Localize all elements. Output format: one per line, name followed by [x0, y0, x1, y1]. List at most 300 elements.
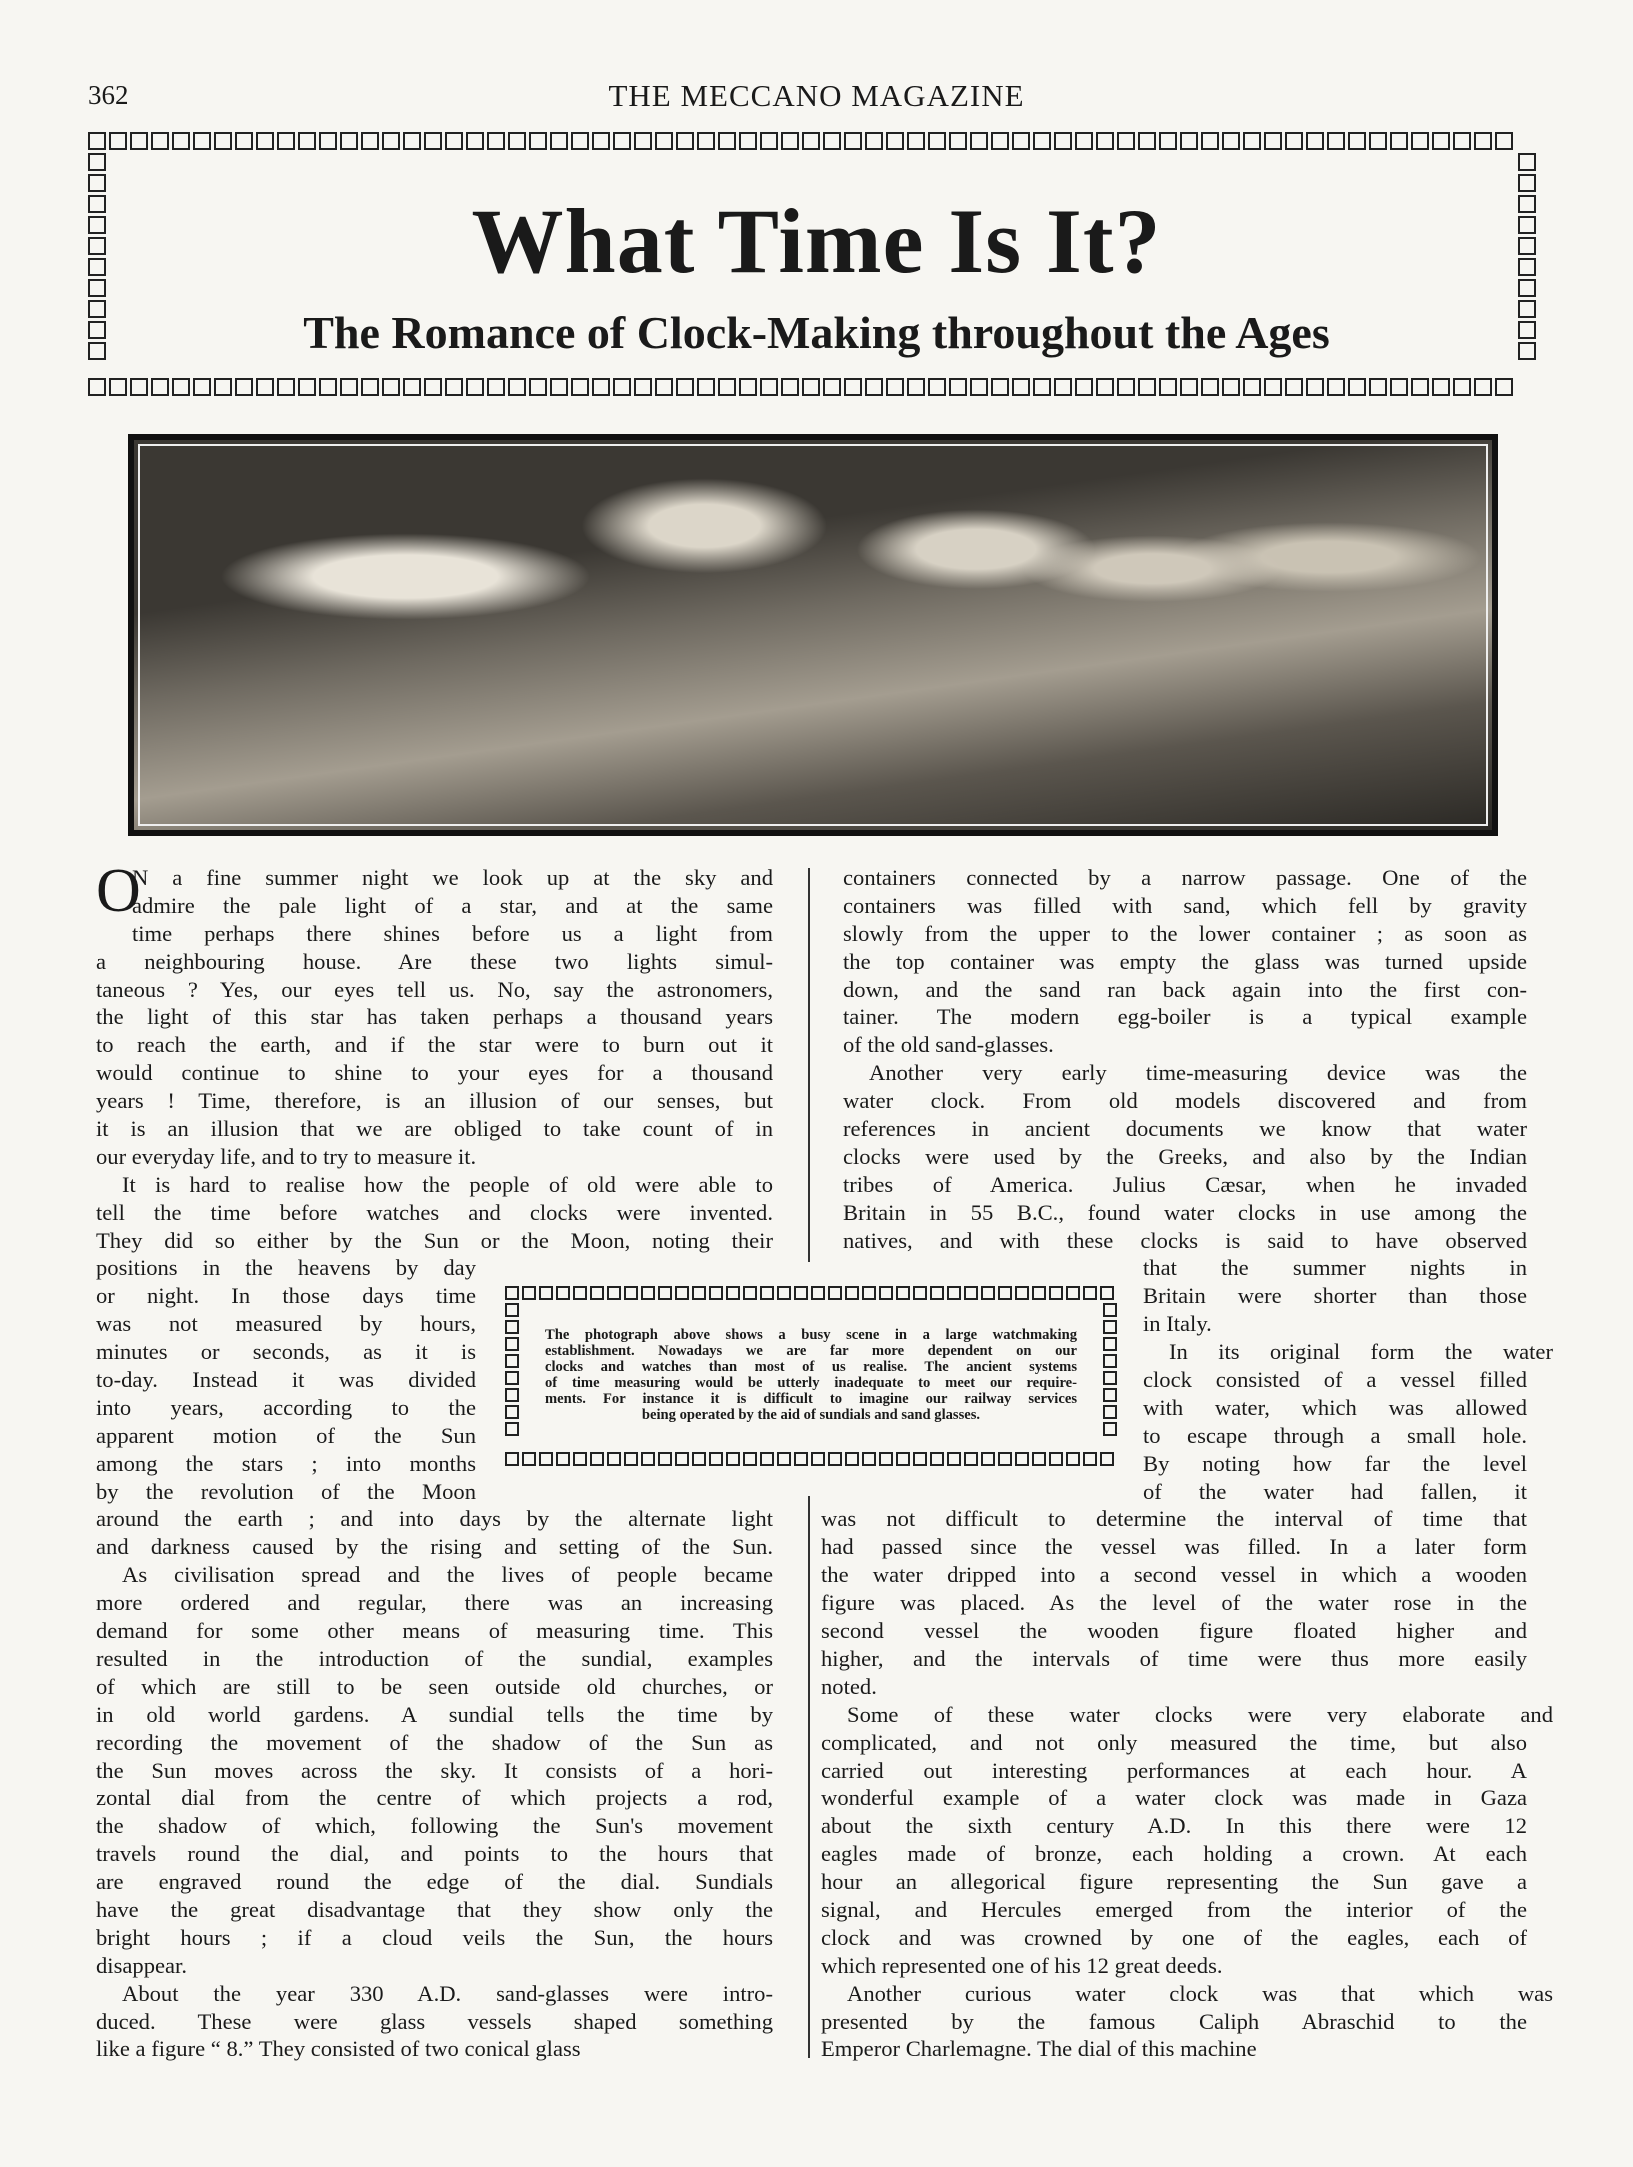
border-square: [823, 378, 841, 396]
photo-caption: [545, 1327, 1077, 1423]
border-square: [1054, 378, 1072, 396]
border-square: [624, 1452, 638, 1466]
border-square: [151, 132, 169, 150]
border-square: [556, 1286, 570, 1300]
border-square: [743, 1286, 757, 1300]
border-square: [1306, 378, 1324, 396]
article-subtitle: The Romance of Clock-Making throughout the Ages: [303, 307, 1330, 358]
border-square: [949, 378, 967, 396]
border-square: [1033, 378, 1051, 396]
border-square: [1518, 216, 1536, 234]
border-square: [1369, 132, 1387, 150]
border-square: [445, 378, 463, 396]
running-head: THE MECCANO MAGAZINE: [608, 78, 1025, 113]
column-divider: [808, 1496, 810, 2058]
border-square: [319, 378, 337, 396]
text-line: clock and was crowned by one of the eagles, each of: [821, 1924, 1527, 1950]
border-square: [991, 132, 1009, 150]
border-square: [634, 132, 652, 150]
text-line: Emperor Charlemagne. The dial of this machine: [821, 2036, 1257, 2062]
border-square: [1103, 1371, 1117, 1385]
border-square: [235, 378, 253, 396]
text-line: clocks were used by the Greeks, and also by the Indian: [843, 1143, 1527, 1169]
text-line: tell the time before watches and clocks were invented.: [96, 1199, 773, 1225]
column-divider: [808, 868, 810, 1262]
border-square: [991, 378, 1009, 396]
border-square: [487, 378, 505, 396]
border-square: [361, 378, 379, 396]
border-square: [1032, 1286, 1046, 1300]
border-square: [718, 132, 736, 150]
border-square: [573, 1452, 587, 1466]
text-line: presented by the famous Caliph Abraschid to the: [821, 2008, 1527, 2034]
border-square: [970, 132, 988, 150]
border-square: [865, 132, 883, 150]
border-square: [1138, 132, 1156, 150]
border-square: [1518, 153, 1536, 171]
text-line: of the water had fallen, it: [1143, 1478, 1527, 1504]
border-square: [1103, 1405, 1117, 1419]
article-title: What Time Is It?: [471, 190, 1162, 292]
text-line: Britain in 55 B.C., found water clocks in use among the: [843, 1199, 1527, 1225]
border-square: [550, 132, 568, 150]
border-square: [1049, 1452, 1063, 1466]
border-square: [1117, 132, 1135, 150]
border-square: [823, 132, 841, 150]
border-square: [1083, 1452, 1097, 1466]
border-square: [1201, 132, 1219, 150]
border-square: [508, 378, 526, 396]
border-square: [277, 132, 295, 150]
border-square: [828, 1286, 842, 1300]
text-line: to escape through a small hole.: [1143, 1422, 1527, 1448]
border-square: [743, 1452, 757, 1466]
border-square: [382, 132, 400, 150]
border-square: [726, 1452, 740, 1466]
border-square: [739, 378, 757, 396]
text-line: resulted in the introduction of the sundial, examples: [96, 1645, 773, 1671]
border-square: [844, 378, 862, 396]
border-square: [981, 1452, 995, 1466]
border-square: [256, 378, 274, 396]
border-square: [505, 1405, 519, 1419]
border-square: [88, 216, 106, 234]
caption-line: ments. For instance it is difficult to imagine our railway services: [545, 1391, 1077, 1407]
text-line: was not measured by hours,: [96, 1311, 476, 1337]
border-square: [1495, 378, 1513, 396]
border-square: [845, 1286, 859, 1300]
border-square: [865, 378, 883, 396]
caption-line: The photograph above shows a busy scene in a large watchmaking: [545, 1327, 1077, 1343]
border-square: [845, 1452, 859, 1466]
border-square: [1327, 132, 1345, 150]
border-square: [151, 378, 169, 396]
border-square: [1390, 132, 1408, 150]
border-square: [1453, 132, 1471, 150]
border-square: [1103, 1354, 1117, 1368]
border-square: [739, 132, 757, 150]
border-square: [697, 378, 715, 396]
border-square: [760, 1286, 774, 1300]
border-square: [505, 1452, 519, 1466]
border-square: [172, 378, 190, 396]
border-square: [590, 1452, 604, 1466]
text-line: recording the movement of the shadow of the Sun as: [96, 1729, 773, 1755]
border-square: [811, 1286, 825, 1300]
text-line: travels round the dial, and points to the hours that: [96, 1841, 773, 1867]
border-square: [777, 1452, 791, 1466]
text-line: About the year 330 A.D. sand-glasses were intro-: [122, 1980, 773, 2006]
border-square: [1327, 378, 1345, 396]
border-square: [692, 1286, 706, 1300]
text-line: duced. These were glass vessels shaped something: [96, 2008, 773, 2034]
border-square: [445, 132, 463, 150]
text-line: higher, and the intervals of time were thus more easily: [821, 1645, 1527, 1671]
border-square: [947, 1452, 961, 1466]
border-square: [505, 1337, 519, 1351]
border-square: [1100, 1286, 1114, 1300]
border-square: [862, 1452, 876, 1466]
text-line: was not difficult to determine the interval of time that: [821, 1506, 1527, 1532]
border-square: [676, 378, 694, 396]
text-line: like a figure “ 8.” They consisted of two conical glass: [96, 2036, 581, 2062]
border-square: [172, 132, 190, 150]
border-square: [675, 1452, 689, 1466]
text-line: noted.: [821, 1673, 877, 1699]
text-line: Another very early time-measuring device was the: [869, 1060, 1527, 1086]
border-square: [590, 1286, 604, 1300]
border-square: [1243, 378, 1261, 396]
border-square: [1474, 132, 1492, 150]
border-square: [1518, 174, 1536, 192]
border-square: [1518, 195, 1536, 213]
border-square: [1518, 237, 1536, 255]
border-square: [777, 1286, 791, 1300]
border-square: [1390, 378, 1408, 396]
text-line: demand for some other means of measuring time. This: [96, 1618, 773, 1644]
text-line: the shadow of which, following the Sun's movement: [96, 1813, 773, 1839]
border-square: [424, 132, 442, 150]
text-line: By noting how far the level: [1143, 1450, 1527, 1476]
text-line: would continue to shine to your eyes for a thousand: [96, 1060, 773, 1086]
border-square: [1518, 279, 1536, 297]
border-square: [794, 1286, 808, 1300]
border-square: [1222, 132, 1240, 150]
border-square: [1180, 378, 1198, 396]
border-square: [88, 132, 106, 150]
border-square: [508, 132, 526, 150]
border-square: [298, 132, 316, 150]
text-line: figure was placed. As the level of the water rose in the: [821, 1590, 1527, 1616]
text-line: time perhaps there shines before us a light from: [132, 920, 773, 946]
border-square: [88, 258, 106, 276]
border-square: [1103, 1388, 1117, 1402]
border-square: [1474, 378, 1492, 396]
drop-cap: O: [96, 857, 141, 925]
border-square: [658, 1286, 672, 1300]
border-square: [1243, 132, 1261, 150]
border-square: [1012, 378, 1030, 396]
border-square: [1432, 132, 1450, 150]
border-square: [794, 1452, 808, 1466]
border-square: [235, 132, 253, 150]
border-square: [571, 132, 589, 150]
border-square: [1432, 378, 1450, 396]
text-line: Another curious water clock was that which was: [847, 1980, 1553, 2006]
border-square: [88, 321, 106, 339]
border-square: [1285, 378, 1303, 396]
border-square: [1159, 378, 1177, 396]
text-line: a neighbouring house. Are these two lights simul-: [96, 948, 773, 974]
text-line: carried out interesting performances at each hour. A: [821, 1757, 1527, 1783]
text-line: containers was filled with sand, which fell by gravity: [843, 892, 1527, 918]
watchmaking-photograph: [128, 434, 1498, 836]
text-line: by the revolution of the Moon: [96, 1478, 476, 1504]
text-line: among the stars ; into months: [96, 1450, 476, 1476]
border-square: [726, 1286, 740, 1300]
border-square: [1103, 1303, 1117, 1317]
border-square: [913, 1286, 927, 1300]
border-square: [641, 1452, 655, 1466]
border-square: [1348, 378, 1366, 396]
text-line: tainer. The modern egg-boiler is a typical example: [843, 1004, 1527, 1030]
border-square: [424, 378, 442, 396]
border-square: [655, 132, 673, 150]
text-line: around the earth ; and into days by the alternate light: [96, 1506, 773, 1532]
border-square: [692, 1452, 706, 1466]
border-square: [522, 1286, 536, 1300]
border-square: [1075, 132, 1093, 150]
border-square: [1033, 132, 1051, 150]
border-square: [1518, 321, 1536, 339]
border-square: [88, 342, 106, 360]
border-square: [896, 1286, 910, 1300]
border-square: [505, 1371, 519, 1385]
text-line: slowly from the upper to the lower container ; as soon as: [843, 920, 1527, 946]
border-square: [655, 378, 673, 396]
text-line: hour an allegorical figure representing the Sun gave a: [821, 1869, 1527, 1895]
border-square: [529, 378, 547, 396]
border-square: [466, 132, 484, 150]
text-line: that the summer nights in: [1143, 1255, 1527, 1281]
border-square: [981, 1286, 995, 1300]
border-square: [1306, 132, 1324, 150]
border-square: [361, 132, 379, 150]
border-square: [802, 378, 820, 396]
border-square: [802, 132, 820, 150]
border-square: [505, 1422, 519, 1436]
caption-line: of time measuring would be utterly inadequate to meet our require-: [545, 1375, 1077, 1391]
text-line: in old world gardens. A sundial tells the time by: [96, 1701, 773, 1727]
border-square: [760, 378, 778, 396]
text-line: references in ancient documents we know that water: [843, 1116, 1527, 1142]
text-line: Some of these water clocks were very elaborate and: [847, 1701, 1553, 1727]
text-line: to reach the earth, and if the star were to burn out it: [96, 1032, 773, 1058]
text-line: natives, and with these clocks is said to have observed: [843, 1227, 1527, 1253]
border-square: [1075, 378, 1093, 396]
border-square: [928, 378, 946, 396]
border-square: [613, 132, 631, 150]
text-line: of which are still to be seen outside old churches, or: [96, 1673, 773, 1699]
border-square: [1015, 1452, 1029, 1466]
border-square: [592, 378, 610, 396]
border-square: [505, 1320, 519, 1334]
border-square: [1103, 1422, 1117, 1436]
text-line: had passed since the vessel was filled. In a later form: [821, 1534, 1527, 1560]
border-square: [1264, 378, 1282, 396]
border-square: [930, 1452, 944, 1466]
text-line: the light of this star has taken perhaps a thousand years: [96, 1004, 773, 1030]
border-square: [998, 1286, 1012, 1300]
text-line: about the sixth century A.D. In this there were 12: [821, 1813, 1527, 1839]
text-line: to-day. Instead it was divided: [96, 1367, 476, 1393]
border-square: [879, 1286, 893, 1300]
border-square: [862, 1286, 876, 1300]
border-square: [277, 378, 295, 396]
border-square: [907, 378, 925, 396]
text-line: Britain were shorter than those: [1143, 1283, 1527, 1309]
text-line: have the great disadvantage that they show only the: [96, 1896, 773, 1922]
border-square: [505, 1354, 519, 1368]
border-square: [1012, 132, 1030, 150]
border-square: [1103, 1337, 1117, 1351]
text-line: into years, according to the: [96, 1394, 476, 1420]
border-square: [522, 1452, 536, 1466]
text-line: They did so either by the Sun or the Moon, noting their: [96, 1227, 773, 1253]
border-square: [930, 1286, 944, 1300]
border-square: [130, 378, 148, 396]
text-line: admire the pale light of a star, and at the same: [132, 892, 773, 918]
border-square: [879, 1452, 893, 1466]
border-square: [214, 378, 232, 396]
text-line: the top container was empty the glass was turned upside: [843, 948, 1527, 974]
border-square: [556, 1452, 570, 1466]
border-square: [709, 1286, 723, 1300]
border-square: [1100, 1452, 1114, 1466]
caption-line: establishment. Nowadays we are far more dependent on our: [545, 1343, 1077, 1359]
text-line: or night. In those days time: [96, 1283, 476, 1309]
border-square: [340, 132, 358, 150]
text-line: bright hours ; if a cloud veils the Sun, the hours: [96, 1924, 773, 1950]
border-square: [998, 1452, 1012, 1466]
border-square: [88, 174, 106, 192]
caption-line: being operated by the aid of sundials and sand glasses.: [641, 1407, 981, 1423]
border-square: [193, 378, 211, 396]
border-square: [886, 378, 904, 396]
text-line: wonderful example of a water clock was made in Gaza: [821, 1785, 1527, 1811]
border-square: [781, 132, 799, 150]
border-square: [256, 132, 274, 150]
border-square: [130, 132, 148, 150]
text-line: water clock. From old models discovered and from: [843, 1088, 1527, 1114]
border-square: [592, 132, 610, 150]
border-square: [109, 132, 127, 150]
border-square: [760, 1452, 774, 1466]
border-square: [298, 378, 316, 396]
text-line: minutes or seconds, as it is: [96, 1339, 476, 1365]
border-square: [1369, 378, 1387, 396]
text-line: are engraved round the edge of the dial. Sundials: [96, 1869, 773, 1895]
border-square: [1222, 378, 1240, 396]
text-line: with water, which was allowed: [1143, 1394, 1527, 1420]
border-square: [760, 132, 778, 150]
text-line: down, and the sand ran back again into the first con-: [843, 976, 1527, 1002]
border-square: [676, 132, 694, 150]
border-square: [505, 1286, 519, 1300]
text-line: containers connected by a narrow passage. One of the: [843, 865, 1527, 890]
border-square: [718, 378, 736, 396]
border-square: [505, 1303, 519, 1317]
text-line: the water dripped into a second vessel in which a wooden: [821, 1562, 1527, 1588]
border-square: [539, 1452, 553, 1466]
border-square: [709, 1452, 723, 1466]
text-line: In its original form the water: [1169, 1339, 1553, 1365]
border-square: [896, 1452, 910, 1466]
text-line: disappear.: [96, 1952, 187, 1978]
text-line: in Italy.: [1143, 1311, 1212, 1337]
border-square: [964, 1452, 978, 1466]
border-square: [907, 132, 925, 150]
text-line: zontal dial from the centre of which projects a rod,: [96, 1785, 773, 1811]
border-square: [529, 132, 547, 150]
border-square: [88, 378, 106, 396]
border-square: [1285, 132, 1303, 150]
border-square: [466, 378, 484, 396]
text-line: years ! Time, therefore, is an illusion of our senses, but: [96, 1088, 773, 1114]
border-square: [1117, 378, 1135, 396]
border-square: [1518, 300, 1536, 318]
border-square: [928, 132, 946, 150]
border-square: [505, 1388, 519, 1402]
border-square: [970, 378, 988, 396]
border-square: [675, 1286, 689, 1300]
border-square: [403, 378, 421, 396]
border-square: [88, 195, 106, 213]
border-square: [641, 1286, 655, 1300]
border-square: [1032, 1452, 1046, 1466]
border-square: [1518, 342, 1536, 360]
border-square: [88, 237, 106, 255]
border-square: [573, 1286, 587, 1300]
text-line: positions in the heavens by day: [96, 1255, 476, 1281]
text-line: the Sun moves across the sky. It consists of a hori-: [96, 1757, 773, 1783]
border-square: [340, 378, 358, 396]
border-square: [319, 132, 337, 150]
caption-line: clocks and watches than most of us realise. The ancient systems: [545, 1359, 1077, 1375]
text-line: complicated, and not only measured the time, but also: [821, 1729, 1527, 1755]
border-square: [607, 1286, 621, 1300]
border-square: [634, 378, 652, 396]
border-square: [1066, 1286, 1080, 1300]
text-line: which represented one of his 12 great deeds.: [821, 1952, 1223, 1978]
border-square: [1096, 132, 1114, 150]
border-square: [1453, 378, 1471, 396]
border-square: [828, 1452, 842, 1466]
border-square: [109, 378, 127, 396]
page-number: 362: [88, 80, 129, 110]
border-square: [214, 132, 232, 150]
text-line: taneous ? Yes, our eyes tell us. No, say the astronomers,: [96, 976, 773, 1002]
border-square: [1159, 132, 1177, 150]
border-square: [607, 1452, 621, 1466]
border-square: [88, 300, 106, 318]
border-square: [886, 132, 904, 150]
text-line: signal, and Hercules emerged from the interior of the: [821, 1896, 1527, 1922]
border-square: [1054, 132, 1072, 150]
border-square: [658, 1452, 672, 1466]
border-square: [1083, 1286, 1097, 1300]
border-square: [571, 378, 589, 396]
